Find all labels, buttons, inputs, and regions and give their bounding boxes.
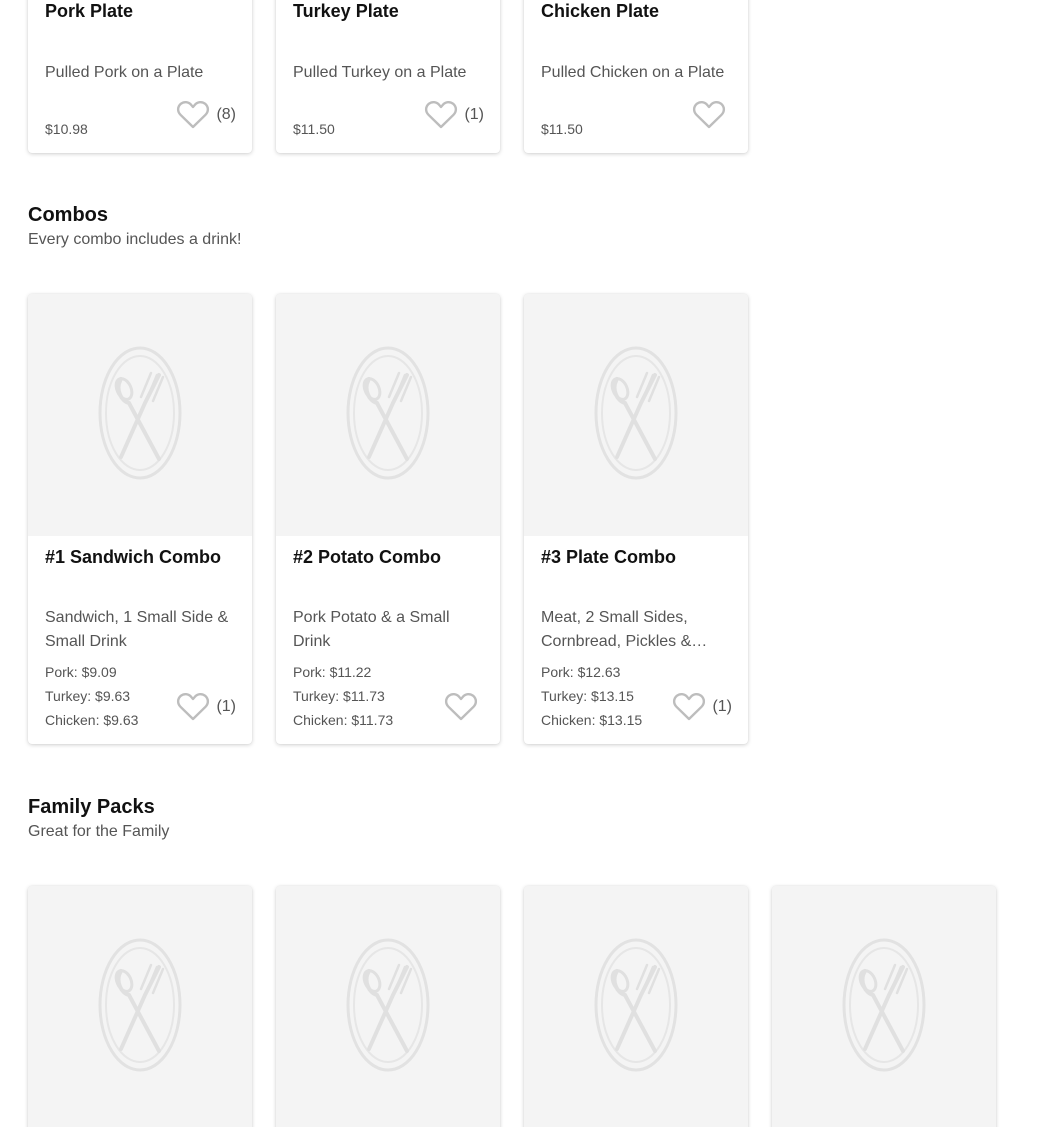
item-title: Pork Plate (45, 1, 134, 21)
item-description: Pulled Turkey on a Plate (293, 64, 467, 81)
family-packs-grid (28, 886, 996, 1127)
favorite-button[interactable] (176, 692, 236, 722)
menu-item-card[interactable] (276, 294, 500, 744)
menu-item-card[interactable] (28, 0, 252, 153)
item-image-placeholder (524, 886, 748, 1127)
menu-item-card[interactable] (28, 886, 252, 1127)
item-image-placeholder (772, 886, 996, 1127)
section-title-combos: Combos (28, 204, 108, 226)
item-title: Turkey Plate (293, 1, 399, 21)
favorite-button[interactable] (424, 100, 484, 130)
item-description: Pork Potato & a Small Drink (293, 609, 450, 650)
item-price: Chicken: $13.15 (541, 712, 643, 728)
item-price: Pork: $9.09 (45, 664, 117, 680)
menu-item-card[interactable] (524, 886, 748, 1127)
favorite-count: (1) (464, 106, 484, 123)
favorite-button[interactable] (444, 692, 484, 722)
item-description: Pulled Pork on a Plate (45, 64, 204, 81)
plate-utensils-icon (593, 937, 679, 1078)
favorite-count: (1) (216, 698, 236, 715)
item-title: Chicken Plate (541, 1, 660, 21)
favorite-button[interactable] (692, 100, 732, 130)
plate-utensils-icon (593, 345, 679, 486)
menu-item-card[interactable] (28, 294, 252, 744)
item-image-placeholder (28, 294, 252, 536)
item-image-placeholder (276, 294, 500, 536)
menu-item-card[interactable] (524, 294, 748, 744)
combos-grid (28, 294, 748, 744)
heart-icon (444, 692, 478, 722)
favorite-count: (8) (216, 106, 236, 123)
plate-utensils-icon (97, 345, 183, 486)
item-price: $11.50 (541, 121, 583, 137)
item-title: #2 Potato Combo (293, 547, 442, 567)
menu-item-card[interactable] (772, 886, 996, 1127)
section-title-family-packs: Family Packs (28, 796, 155, 818)
heart-icon (424, 100, 458, 130)
item-price-list (293, 660, 393, 732)
item-price: Chicken: $11.73 (293, 712, 394, 728)
item-price: Pork: $11.22 (293, 664, 372, 680)
item-title: #3 Plate Combo (541, 547, 677, 567)
item-price: Chicken: $9.63 (45, 712, 139, 728)
menu-item-card[interactable] (524, 0, 748, 153)
plate-utensils-icon (345, 345, 431, 486)
item-description: Pulled Chicken on a Plate (541, 64, 725, 81)
item-price: $11.50 (293, 121, 335, 137)
favorite-button[interactable] (176, 100, 236, 130)
heart-icon (672, 692, 706, 722)
item-price: $10.98 (45, 121, 88, 137)
heart-icon (176, 692, 210, 722)
item-price: Turkey: $13.15 (541, 688, 634, 704)
item-price: Turkey: $11.73 (293, 688, 385, 704)
heart-icon (176, 100, 210, 130)
plate-utensils-icon (841, 937, 927, 1078)
plate-utensils-icon (345, 937, 431, 1078)
section-subtitle-family-packs: Great for the Family (28, 823, 170, 840)
item-price: Pork: $12.63 (541, 664, 621, 680)
item-image-placeholder (276, 886, 500, 1127)
section-subtitle-combos: Every combo includes a drink! (28, 231, 242, 248)
item-price-list (541, 660, 642, 732)
plate-utensils-icon (97, 937, 183, 1078)
plates-grid (28, 0, 748, 153)
menu-item-card[interactable] (276, 0, 500, 153)
favorite-button[interactable] (672, 692, 732, 722)
item-description: Sandwich, 1 Small Side & Small Drink (45, 609, 229, 650)
item-image-placeholder (524, 294, 748, 536)
menu-item-card[interactable] (276, 886, 500, 1127)
heart-icon (692, 100, 726, 130)
item-image-placeholder (28, 886, 252, 1127)
item-description: Meat, 2 Small Sides, Cornbread, Pickles & (541, 609, 692, 650)
favorite-count: (1) (712, 698, 732, 715)
item-price-list (45, 660, 138, 732)
item-title: #1 Sandwich Combo (45, 547, 222, 567)
item-price: Turkey: $9.63 (45, 688, 131, 704)
